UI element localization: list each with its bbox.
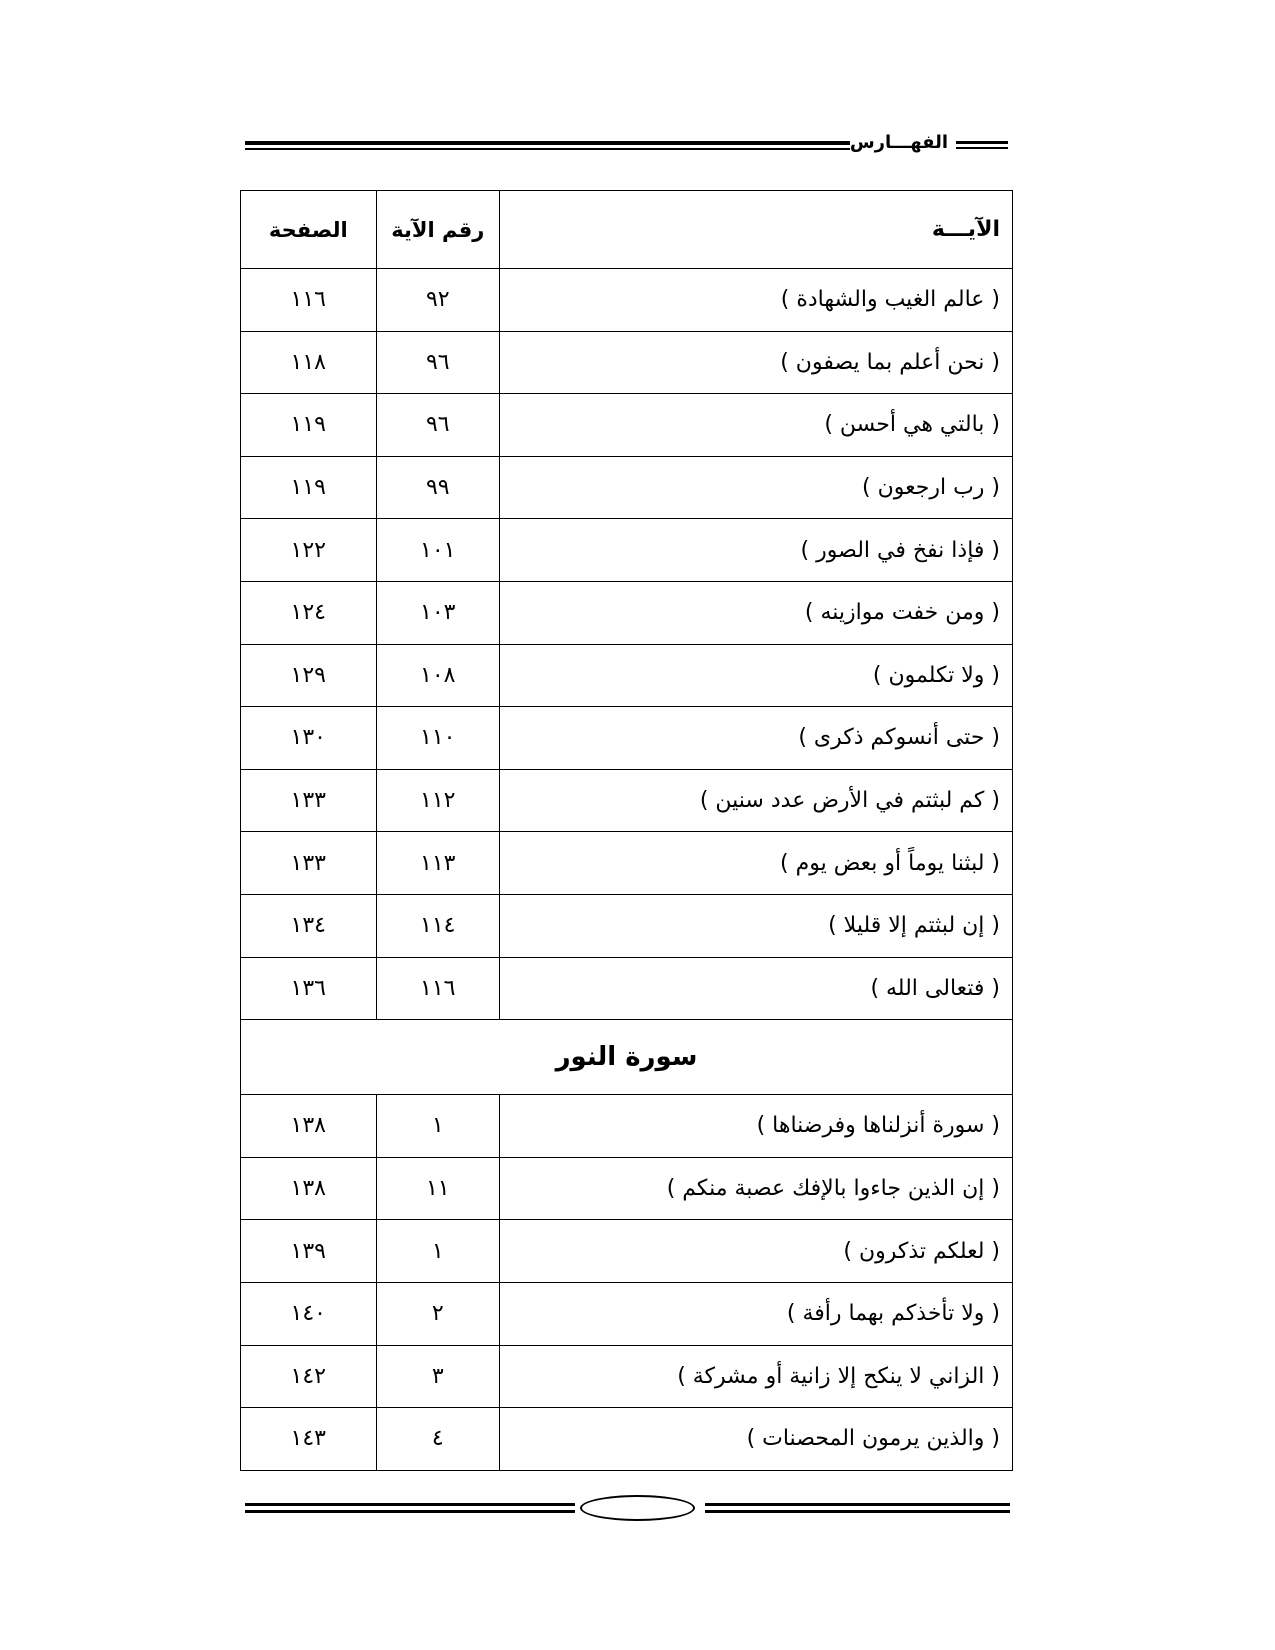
ayah-cell: ( إن الذين جاءوا بالإفك عصبة منكم ) [500,1157,1013,1220]
table-header-row [241,191,1013,269]
page-number-cell: ١٢٤ [241,581,377,644]
ayah-cell: ( نحن أعلم بما يصفون ) [500,331,1013,394]
page-number-cell: ١١٩ [241,456,377,519]
ayah-cell: ( عالم الغيب والشهادة ) [500,269,1013,332]
page-number-cell: ١٣٣ [241,832,377,895]
page-number-cell: ١٢٢ [241,519,377,582]
page-footer-ornament [245,1495,1010,1525]
table-row [241,1345,1013,1408]
ayah-number-cell: ٩٢ [376,269,499,332]
ayah-cell: ( لبثنا يوماً أو بعض يوم ) [500,832,1013,895]
ayah-cell: ( فإذا نفخ في الصور ) [500,519,1013,582]
page-number-cell: ١٣٩ [241,1220,377,1283]
ayah-cell: ( بالتي هي أحسن ) [500,394,1013,457]
ayah-number-cell: ٢ [376,1282,499,1345]
page-number-cell: ١٣٦ [241,957,377,1020]
ayah-cell: ( حتى أنسوكم ذكرى ) [500,707,1013,770]
page-number-oval [580,1495,695,1521]
footer-rule-right [705,1503,1010,1513]
footer-rule-left [245,1503,575,1513]
ayah-number-cell: ١١٢ [376,769,499,832]
page-number-cell: ١٣٨ [241,1157,377,1220]
ayah-number-cell: ١ [376,1220,499,1283]
table-row [241,894,1013,957]
ayah-number-cell: ١١٣ [376,832,499,895]
table-row [241,707,1013,770]
header-title: الفهـــارس [849,132,948,153]
ayah-cell: ( ولا تكلمون ) [500,644,1013,707]
ayah-number-cell: ١١٤ [376,894,499,957]
table-row [241,769,1013,832]
header-rule-short [956,141,1008,149]
ayah-cell: ( رب ارجعون ) [500,456,1013,519]
ayah-number-cell: ٣ [376,1345,499,1408]
page-number-cell: ١١٦ [241,269,377,332]
page-number-cell: ١٣٨ [241,1095,377,1158]
table-row [241,456,1013,519]
table-row [241,1220,1013,1283]
page-number-cell: ١٢٩ [241,644,377,707]
column-header-page: الصفحة [241,191,377,269]
ayah-cell: ( الزاني لا ينكح إلا زانية أو مشركة ) [500,1345,1013,1408]
table-row [241,394,1013,457]
surah-heading-row [241,1020,1013,1095]
page-number-cell: ١٣٠ [241,707,377,770]
table-row [241,331,1013,394]
table-row [241,519,1013,582]
ayah-cell: ( ولا تأخذكم بهما رأفة ) [500,1282,1013,1345]
table-row [241,269,1013,332]
table-row [241,581,1013,644]
ayah-number-cell: ٩٦ [376,394,499,457]
column-header-ayah: الآيـــة [500,191,1013,269]
ayah-number-cell: ٩٦ [376,331,499,394]
ayah-cell: ( فتعالى الله ) [500,957,1013,1020]
page-number-cell: ١٤٢ [241,1345,377,1408]
ayah-cell: ( ومن خفت موازينه ) [500,581,1013,644]
page-number-cell: ١٣٣ [241,769,377,832]
page-header [245,130,1010,160]
page-number-cell: ١٤٠ [241,1282,377,1345]
ayah-cell: ( إن لبثتم إلا قليلا ) [500,894,1013,957]
ayah-number-cell: ٩٩ [376,456,499,519]
ayah-number-cell: ١١٠ [376,707,499,770]
page-number-cell: ١٣٤ [241,894,377,957]
table-row [241,1157,1013,1220]
ayah-number-cell: ١٠٣ [376,581,499,644]
page-number-cell: ١٤٣ [241,1408,377,1471]
table-row [241,957,1013,1020]
ayah-number-cell: ١ [376,1095,499,1158]
ayah-cell: ( كم لبثتم في الأرض عدد سنين ) [500,769,1013,832]
ayah-cell: ( لعلكم تذكرون ) [500,1220,1013,1283]
surah-heading: سورة النور [241,1020,1013,1095]
ayah-number-cell: ١٠١ [376,519,499,582]
ayah-number-cell: ١٠٨ [376,644,499,707]
ayah-number-cell: ١١٦ [376,957,499,1020]
table-row [241,644,1013,707]
ayah-number-cell: ١١ [376,1157,499,1220]
table-row [241,1408,1013,1471]
ayah-number-cell: ٤ [376,1408,499,1471]
column-header-number: رقم الآية [376,191,499,269]
table-row [241,1282,1013,1345]
table-row [241,832,1013,895]
page-number-cell: ١١٨ [241,331,377,394]
page-number-cell: ١١٩ [241,394,377,457]
verse-index-table [240,190,1013,1471]
table-row [241,1095,1013,1158]
header-rule-long [245,141,850,150]
ayah-cell: ( سورة أنزلناها وفرضناها ) [500,1095,1013,1158]
ayah-cell: ( والذين يرمون المحصنات ) [500,1408,1013,1471]
